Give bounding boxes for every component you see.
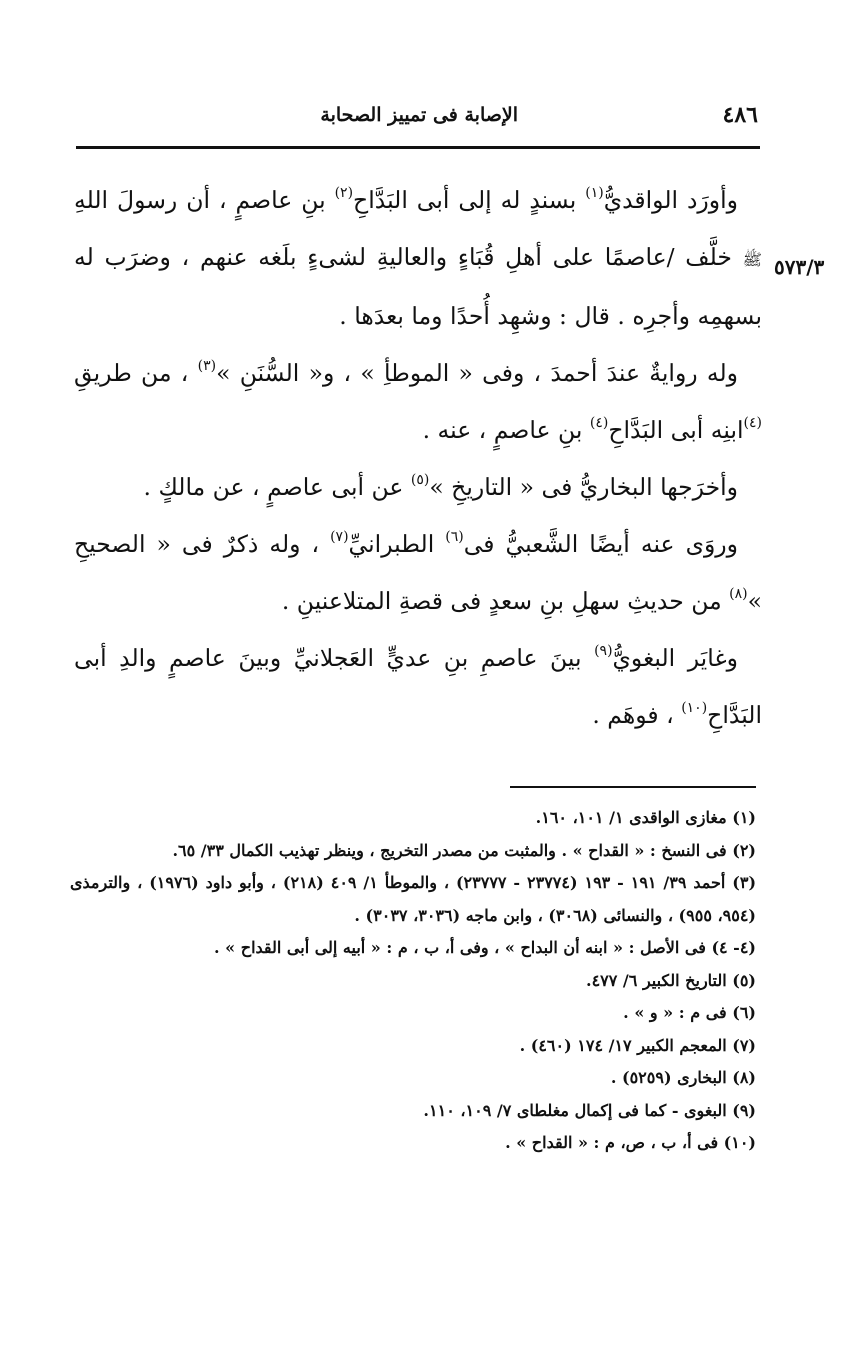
footnote-4: (٤- ٤) فى الأصل : « ابنه أن البداح » ، وفى أ، ب ، م : « أبيه إلى أبى القداح » .	[214, 938, 756, 957]
footnote-ref-7: (٧)	[330, 529, 349, 545]
text-run: وروَى عنه أيضًا الشَّعبيُّ فى	[463, 530, 739, 558]
text-run: بينَ عاصمِ بنِ عديٍّ العَجلانيِّ وبينَ عاصمٍ والدِ أبى البَدَّاحِ	[74, 644, 762, 729]
footnote-ref-4-open: (٤)	[743, 415, 762, 431]
footnote-ref-3: (٣)	[197, 358, 217, 374]
page-number: ٤٨٦	[722, 102, 758, 128]
paragraph-5	[74, 630, 762, 744]
text-run: خلَّف /عاصمًا على أهلِ قُبَاءٍ والعاليةِ لشىءٍ بلَغه عنهم ، وضرَب له بسهمِه وأجرِه . قال : وشهِد أُحدًا وما بعدَها .	[74, 243, 762, 330]
text-run: ابنِه أبى البَدَّاحِ	[608, 416, 744, 444]
paragraph-4	[74, 516, 762, 630]
header-rule	[76, 146, 760, 149]
footnote-9: (٩) البغوى - كما فى إكمال مغلطاى ٧/ ١٠٩، ١١٠.	[423, 1100, 756, 1120]
paragraph-1	[74, 172, 762, 345]
text-run: بنِ عاصمٍ ، عنه .	[422, 416, 590, 444]
text-run: ، وله ذكرٌ فى « الصحيحِ »	[74, 530, 762, 615]
footnote-ref-10: (١٠)	[681, 700, 708, 716]
footnote-ref-8: (٨)	[729, 586, 748, 602]
main-text	[74, 172, 762, 744]
footnote-ref-4-close: (٤)	[589, 415, 609, 431]
footnote-6: (٦) فى م : « و » .	[623, 1003, 756, 1022]
margin-reference: ٥٧٣/٣	[774, 255, 825, 279]
text-run: ، فوهَم .	[592, 701, 682, 729]
page-header	[78, 102, 758, 132]
footnote-7: (٧) المعجم الكبير ١٧/ ١٧٤ (٤٦٠) .	[519, 1035, 756, 1055]
text-run: الطبرانيِّ	[348, 530, 446, 558]
text-run: عن أبى عاصمٍ ، عن مالكٍ .	[143, 473, 411, 501]
running-title: الإصابة فى تمييز الصحابة	[320, 104, 518, 126]
footnote-ref-1: (١)	[585, 185, 604, 201]
text-run: ، من طريقِ	[74, 359, 198, 387]
text-run: وله روايةٌ عندَ أحمدَ ، وفى « الموطأِ » ، و« السُّنَنِ »	[216, 359, 739, 387]
footnote-5: (٥) التاريخ الكبير ٦/ ٤٧٧.	[586, 970, 756, 990]
footnote-2: (٢) فى النسخ : « القداح » . والمثبت من مصدر التخريج ، وينظر تهذيب الكمال ٣٣/ ٦٥.	[172, 840, 756, 860]
footnote-ref-5: (٥)	[410, 472, 430, 488]
footnote-10: (١٠) فى أ، ب ، ص، م : « القداح » .	[505, 1133, 756, 1152]
text-run: وأخرَجها البخاريُّ فى « التاريخِ »	[429, 473, 738, 501]
footnote-ref-9: (٩)	[594, 643, 613, 659]
paragraph-2	[74, 345, 762, 459]
text-run: وأورَد الواقديُّ	[603, 186, 738, 214]
footnote-3: (٣) أحمد ٣٩/ ١٩١ - ١٩٣ (٢٣٧٧٤ - ٢٣٧٧٧) ، والموطأ ١/ ٤٠٩ (٢١٨) ، وأبو داود (١٩٧٦) ، والترمذى (٩٥٤، ٩٥٥) ، والنسائى (٣٠٦٨) ، وابن ماجه (٣٠٣٦، ٣٠٣٧) .	[70, 873, 757, 925]
footnote-8: (٨) البخارى (٥٢٥٩) .	[610, 1068, 756, 1087]
footnote-1: (١) مغازى الواقدى ١/ ١٠١، ١٦٠.	[535, 808, 756, 827]
paragraph-3	[74, 459, 762, 516]
footnote-ref-6: (٦)	[445, 529, 464, 545]
footnotes	[70, 802, 757, 1160]
text-run: وغايَر البغويُّ	[612, 644, 738, 672]
footnote-ref-2: (٢)	[334, 185, 354, 201]
footnote-separator	[510, 786, 756, 788]
text-run: بنِ عاصمٍ ، أن رسولَ اللهِ	[74, 186, 335, 214]
honorific-glyph: ﷺ	[742, 250, 762, 269]
text-run: بسندٍ له إلى أبى البَدَّاحِ	[353, 186, 586, 214]
text-run: من حديثِ سهلِ بنِ سعدٍ فى قصةِ المتلاعنينِ .	[281, 587, 730, 615]
